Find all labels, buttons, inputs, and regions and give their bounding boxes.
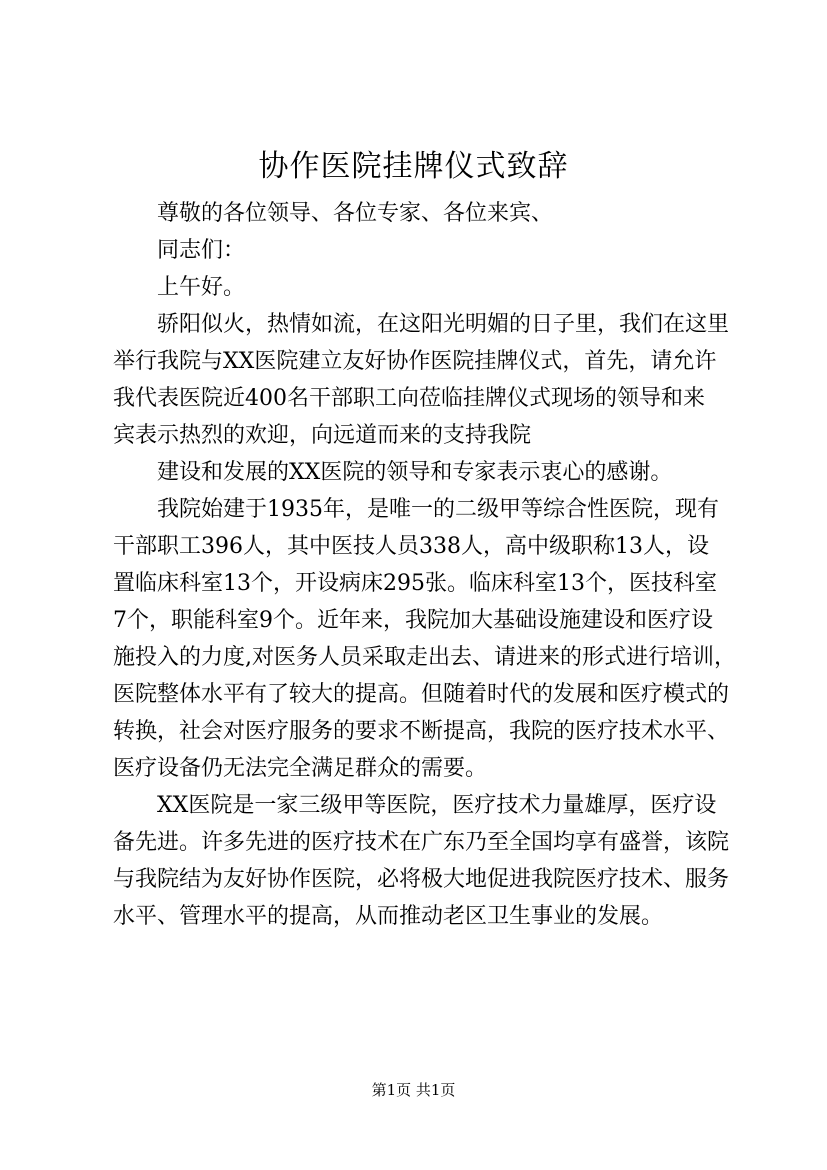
text-line: 7个，职能科室9个。近年来，我院加大基础设施建设和医疗设 (113, 608, 713, 633)
text-line: 医疗设备仍无法完全满足群众的需要。 (113, 756, 488, 781)
document-title: 协作医院挂牌仪式致辞 (258, 149, 569, 184)
text-line: 我院始建于1935年，是唯一的二级甲等综合性医院，现有 (157, 497, 719, 522)
text-line: 举行我院与XX医院建立友好协作医院挂牌仪式，首先，请允许 (113, 349, 717, 374)
page-footer: 第1页 共1页 (371, 1081, 456, 1099)
text-line: 上午好。 (157, 275, 246, 300)
text-line: 尊敬的各位领导、各位专家、各位来宾、 (157, 201, 554, 226)
text-line: 置临床科室13个，开设病床295张。临床科室13个，医技科室 (113, 571, 717, 596)
text-line: 转换，社会对医疗服务的要求不断提高，我院的医疗技术水平、 (113, 719, 730, 744)
text-line: 施投入的力度,对医务人员采取走出去、请进来的形式进行培训， (113, 645, 736, 670)
text-line: 建设和发展的XX医院的领导和专家表示衷心的感谢。 (157, 460, 673, 485)
text-line: 宾表示热烈的欢迎，向远道而来的支持我院 (113, 423, 532, 448)
text-line: 医院整体水平有了较大的提高。但随着时代的发展和医疗模式的 (113, 682, 730, 707)
text-line: 与我院结为友好协作医院，必将极大地促进我院医疗技术、服务 (113, 867, 730, 892)
text-line: 干部职工396人，其中医技人员338人，高中级职称13人，设 (113, 534, 709, 559)
text-line: 备先进。许多先进的医疗技术在广东乃至全国均享有盛誉，该院 (113, 830, 730, 855)
text-line: 骄阳似火，热情如流，在这阳光明媚的日子里，我们在这里 (157, 312, 730, 337)
document-body (113, 195, 736, 935)
text-line: 我代表医院近400名干部职工向莅临挂牌仪式现场的领导和来 (113, 386, 705, 411)
text-line: 水平、管理水平的提高，从而推动老区卫生事业的发展。 (113, 904, 664, 929)
text-line: XX医院是一家三级甲等医院，医疗技术力量雄厚，医疗设 (157, 793, 717, 818)
text-line: 同志们： (157, 238, 246, 263)
